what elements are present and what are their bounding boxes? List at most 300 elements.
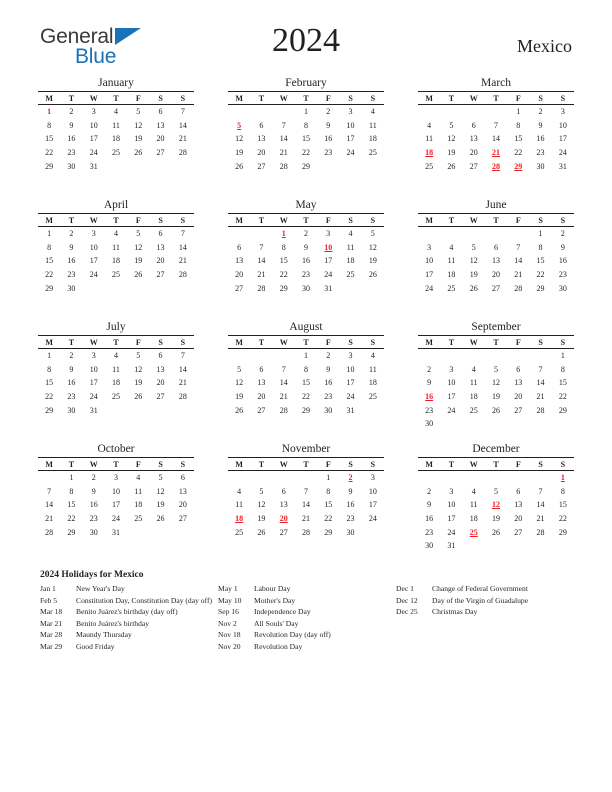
holiday-item <box>40 629 218 641</box>
weekday-header-row <box>228 214 384 227</box>
day-cell: 15 <box>45 256 54 266</box>
weekday-header: M <box>38 214 60 227</box>
day-cell: 27 <box>156 148 165 158</box>
day-cell: 19 <box>235 148 244 158</box>
holiday-name: All Souls' Day <box>254 618 299 628</box>
day-cell: 23 <box>324 148 333 158</box>
day-cell: 26 <box>134 392 143 402</box>
week-row <box>228 498 384 512</box>
day-cell: 3 <box>560 107 565 117</box>
day-cell-holiday: 20 <box>279 514 288 524</box>
day-cell: 14 <box>536 500 545 510</box>
weekday-header-row <box>418 214 574 227</box>
day-cell-empty <box>339 159 361 173</box>
day-cell: 23 <box>425 405 434 415</box>
day-cell: 24 <box>346 148 355 158</box>
day-cell: 28 <box>178 148 187 158</box>
day-cell: 6 <box>158 229 163 239</box>
day-cell: 24 <box>425 283 434 293</box>
day-cell-empty <box>149 159 171 173</box>
weekday-header: T <box>295 458 317 471</box>
day-cell: 23 <box>67 270 76 280</box>
holiday-legend <box>40 570 576 653</box>
month-block-january <box>38 76 194 198</box>
weekday-header: F <box>127 336 149 349</box>
day-cell: 7 <box>47 486 52 496</box>
day-cell: 8 <box>303 120 308 130</box>
day-cell: 15 <box>45 134 54 144</box>
weekday-header-row <box>228 92 384 105</box>
weekday-header: M <box>418 214 440 227</box>
day-cell: 21 <box>45 514 54 524</box>
logo-text-blue: Blue <box>75 45 117 68</box>
week-row <box>418 471 574 485</box>
day-cell: 13 <box>514 378 523 388</box>
holiday-name: Christmas Day <box>432 607 478 617</box>
day-cell: 18 <box>469 514 478 524</box>
day-cell-empty <box>127 525 149 539</box>
weekday-header: M <box>418 92 440 105</box>
holiday-date: Mar 28 <box>40 630 63 640</box>
day-cell: 27 <box>257 405 266 415</box>
day-cell-empty <box>362 403 384 417</box>
day-cell: 18 <box>368 378 377 388</box>
day-cell: 11 <box>235 500 243 510</box>
month-name: April <box>103 199 129 211</box>
day-cell: 24 <box>324 270 333 280</box>
month-name: June <box>485 199 507 211</box>
day-cell-empty <box>507 471 529 485</box>
day-cell: 8 <box>47 242 52 252</box>
day-cell: 13 <box>235 256 244 266</box>
day-cell: 22 <box>301 148 310 158</box>
day-cell-empty <box>228 349 250 363</box>
day-cell: 29 <box>45 161 54 171</box>
weekday-header: T <box>105 214 127 227</box>
day-cell: 3 <box>326 229 331 239</box>
day-cell: 7 <box>180 229 185 239</box>
day-cell: 10 <box>447 378 456 388</box>
day-cell-empty <box>463 105 485 119</box>
day-cell: 11 <box>346 242 355 252</box>
day-cell: 28 <box>45 527 54 537</box>
day-cell: 24 <box>346 392 355 402</box>
month-block-march <box>418 76 574 198</box>
holiday-date: Sep 16 <box>218 607 239 617</box>
weekday-header: W <box>463 458 485 471</box>
day-cell: 2 <box>69 351 74 361</box>
day-cell-empty <box>362 281 384 295</box>
day-cell: 27 <box>491 283 500 293</box>
day-cell: 17 <box>368 500 377 510</box>
week-row <box>418 241 574 255</box>
month-table <box>418 213 574 295</box>
day-cell: 29 <box>279 283 288 293</box>
holiday-legend-title: 2024 Holidays for Mexico <box>40 570 144 580</box>
holiday-item <box>40 618 218 630</box>
page-title-year: 2024 <box>272 22 340 59</box>
day-cell-empty <box>507 539 529 553</box>
day-cell: 26 <box>235 161 244 171</box>
day-cell: 30 <box>425 419 434 429</box>
day-cell: 16 <box>346 500 355 510</box>
holiday-date: Mar 18 <box>40 607 63 617</box>
day-cell: 21 <box>178 134 187 144</box>
day-cell: 24 <box>447 405 456 415</box>
day-cell-empty <box>38 471 60 485</box>
weekday-header: T <box>485 458 507 471</box>
weekday-header: S <box>552 336 574 349</box>
day-cell: 21 <box>536 514 545 524</box>
weekday-header: T <box>295 214 317 227</box>
weekday-header: W <box>273 92 295 105</box>
holiday-date: Dec 25 <box>396 607 418 617</box>
day-cell-holiday: 29 <box>514 161 523 171</box>
calendar-month-row <box>38 320 574 442</box>
calendar-month-row <box>38 198 574 320</box>
day-cell-empty <box>463 349 485 363</box>
day-cell: 6 <box>471 120 476 130</box>
day-cell: 12 <box>469 256 478 266</box>
weekday-header: M <box>228 336 250 349</box>
weekday-header: S <box>149 214 171 227</box>
holiday-column <box>40 583 218 653</box>
month-table <box>228 91 384 173</box>
day-cell-empty <box>440 471 462 485</box>
day-cell: 11 <box>368 120 377 130</box>
month-table <box>418 335 574 431</box>
day-cell: 14 <box>491 134 500 144</box>
day-cell: 10 <box>89 242 98 252</box>
month-name: January <box>98 77 134 89</box>
weekday-header: M <box>38 336 60 349</box>
day-cell: 19 <box>257 514 266 524</box>
day-cell: 5 <box>493 364 498 374</box>
weekday-header: S <box>529 92 551 105</box>
day-cell: 8 <box>47 364 52 374</box>
holiday-date: Jan 1 <box>40 584 56 593</box>
holiday-item <box>218 583 396 595</box>
day-cell: 19 <box>134 256 143 266</box>
day-cell: 2 <box>538 107 543 117</box>
weekday-header: F <box>317 336 339 349</box>
logo-text-general: General <box>40 25 114 48</box>
day-cell: 6 <box>259 364 264 374</box>
day-cell: 11 <box>469 378 478 388</box>
holiday-date: Nov 20 <box>218 641 241 651</box>
holiday-date: Nov 18 <box>218 630 241 640</box>
weekday-header: S <box>172 214 194 227</box>
day-cell: 7 <box>538 486 543 496</box>
holiday-date: Mar 21 <box>40 618 63 628</box>
day-cell: 2 <box>303 229 308 239</box>
day-cell: 25 <box>111 392 120 402</box>
weekday-header: W <box>463 336 485 349</box>
weekday-header-row <box>228 336 384 349</box>
day-cell: 25 <box>368 148 377 158</box>
week-row <box>38 241 194 255</box>
weekday-header-row <box>418 336 574 349</box>
day-cell: 28 <box>178 392 187 402</box>
day-cell: 25 <box>235 527 244 537</box>
day-cell: 27 <box>235 283 244 293</box>
holiday-column <box>396 583 576 653</box>
day-cell: 9 <box>348 486 353 496</box>
holiday-name: Revolution Day (day off) <box>254 630 331 640</box>
day-cell-empty <box>149 281 171 295</box>
day-cell: 21 <box>514 270 523 280</box>
weekday-header: M <box>38 458 60 471</box>
month-block-april <box>38 198 194 320</box>
day-cell: 3 <box>449 486 454 496</box>
day-cell: 7 <box>180 107 185 117</box>
weekday-header: T <box>485 336 507 349</box>
day-cell: 5 <box>237 364 242 374</box>
day-cell-empty <box>507 227 529 241</box>
day-cell: 2 <box>69 107 74 117</box>
month-name: July <box>106 321 126 333</box>
day-cell: 23 <box>346 514 355 524</box>
day-cell: 1 <box>326 473 331 483</box>
holiday-date: Nov 2 <box>218 618 237 628</box>
day-cell: 16 <box>67 378 76 388</box>
week-row <box>228 512 384 526</box>
page-title-country: Mexico <box>517 36 572 56</box>
holiday-item <box>218 641 396 653</box>
day-cell-empty <box>273 349 295 363</box>
week-row <box>228 390 384 404</box>
holiday-name: Independence Day <box>254 607 311 617</box>
weekday-header: W <box>273 214 295 227</box>
weekday-header: W <box>273 336 295 349</box>
week-row <box>418 417 574 431</box>
holiday-date: Dec 12 <box>396 595 418 605</box>
week-row <box>38 471 194 485</box>
day-cell-empty <box>127 403 149 417</box>
holiday-item <box>396 583 576 595</box>
day-cell-holiday: 18 <box>425 148 434 158</box>
day-cell: 6 <box>180 473 185 483</box>
day-cell: 13 <box>257 378 266 388</box>
day-cell: 13 <box>156 242 165 252</box>
day-cell: 29 <box>324 527 333 537</box>
day-cell: 22 <box>67 514 76 524</box>
day-cell-empty <box>418 227 440 241</box>
holiday-name: Revolution Day <box>254 641 303 651</box>
day-cell: 1 <box>303 107 308 117</box>
day-cell: 20 <box>156 378 165 388</box>
day-cell: 8 <box>281 242 286 252</box>
week-row <box>228 281 384 295</box>
day-cell: 4 <box>237 486 242 496</box>
weekday-header: T <box>440 214 462 227</box>
day-cell: 2 <box>326 107 331 117</box>
month-block-october <box>38 442 194 564</box>
day-cell: 7 <box>303 486 308 496</box>
day-cell: 9 <box>560 242 565 252</box>
weekday-header: S <box>362 92 384 105</box>
day-cell: 22 <box>279 270 288 280</box>
weekday-header: S <box>362 336 384 349</box>
day-cell: 3 <box>427 242 432 252</box>
day-cell: 26 <box>491 527 500 537</box>
weekday-header: S <box>172 458 194 471</box>
day-cell: 25 <box>469 405 478 415</box>
day-cell: 2 <box>69 229 74 239</box>
weekday-header: S <box>529 214 551 227</box>
day-cell: 5 <box>136 229 141 239</box>
weekday-header: T <box>295 92 317 105</box>
day-cell: 19 <box>491 514 500 524</box>
calendar-month-row <box>38 76 574 198</box>
day-cell: 30 <box>89 527 98 537</box>
day-cell: 20 <box>514 514 523 524</box>
day-cell: 3 <box>449 364 454 374</box>
weekday-header: F <box>507 92 529 105</box>
day-cell: 17 <box>447 392 456 402</box>
day-cell: 10 <box>111 486 120 496</box>
weekday-header: T <box>250 92 272 105</box>
day-cell-empty <box>149 525 171 539</box>
week-row <box>228 119 384 133</box>
week-row <box>38 525 194 539</box>
holiday-item <box>396 606 576 618</box>
week-row <box>418 227 574 241</box>
day-cell: 20 <box>514 392 523 402</box>
day-cell: 21 <box>279 392 288 402</box>
day-cell: 4 <box>449 242 454 252</box>
day-cell: 1 <box>47 229 52 239</box>
holiday-name: Maundy Thursday <box>76 630 132 640</box>
day-cell: 4 <box>427 120 432 130</box>
day-cell: 17 <box>111 500 120 510</box>
weekday-header: F <box>317 92 339 105</box>
day-cell: 13 <box>178 486 187 496</box>
day-cell: 8 <box>560 486 565 496</box>
day-cell: 18 <box>111 134 120 144</box>
day-cell-holiday: 1 <box>47 107 52 117</box>
day-cell-holiday: 25 <box>469 527 478 537</box>
day-cell: 23 <box>89 514 98 524</box>
weekday-header: S <box>172 336 194 349</box>
day-cell: 4 <box>471 486 476 496</box>
week-row <box>228 268 384 282</box>
week-row <box>38 498 194 512</box>
day-cell: 12 <box>235 378 244 388</box>
week-row <box>418 254 574 268</box>
month-block-september <box>418 320 574 442</box>
weekday-header: S <box>339 458 361 471</box>
weekday-header: M <box>418 336 440 349</box>
weekday-header: F <box>127 214 149 227</box>
day-cell: 24 <box>89 392 98 402</box>
month-table <box>418 91 574 173</box>
day-cell: 16 <box>324 134 333 144</box>
day-cell: 28 <box>301 527 310 537</box>
day-cell: 26 <box>235 405 244 415</box>
week-row <box>418 512 574 526</box>
week-row <box>228 525 384 539</box>
day-cell: 3 <box>113 473 118 483</box>
weekday-header: M <box>228 92 250 105</box>
day-cell: 5 <box>370 229 375 239</box>
day-cell-holiday: 16 <box>425 392 434 402</box>
weekday-header: S <box>529 336 551 349</box>
day-cell: 21 <box>279 148 288 158</box>
day-cell: 20 <box>257 148 266 158</box>
day-cell: 11 <box>112 364 120 374</box>
week-row <box>228 146 384 160</box>
day-cell: 12 <box>156 486 165 496</box>
week-row <box>228 132 384 146</box>
month-block-december <box>418 442 574 564</box>
day-cell-empty <box>250 349 272 363</box>
day-cell-empty <box>485 105 507 119</box>
holiday-item <box>40 606 218 618</box>
day-cell: 16 <box>558 256 567 266</box>
day-cell: 17 <box>324 256 333 266</box>
day-cell-empty <box>317 159 339 173</box>
day-cell: 5 <box>136 107 141 117</box>
day-cell: 2 <box>427 364 432 374</box>
day-cell: 29 <box>67 527 76 537</box>
day-cell: 24 <box>89 148 98 158</box>
day-cell-holiday: 1 <box>281 229 286 239</box>
day-cell: 11 <box>469 500 478 510</box>
day-cell: 9 <box>69 242 74 252</box>
day-cell: 12 <box>257 500 266 510</box>
day-cell: 8 <box>538 242 543 252</box>
day-cell: 16 <box>536 134 545 144</box>
holiday-name: Constitution Day, Constitution Day (day off) <box>76 595 213 605</box>
day-cell: 12 <box>235 134 244 144</box>
day-cell: 17 <box>558 134 567 144</box>
day-cell: 31 <box>447 541 456 551</box>
weekday-header: F <box>127 458 149 471</box>
day-cell: 4 <box>113 229 118 239</box>
day-cell: 10 <box>447 500 456 510</box>
day-cell-empty <box>149 403 171 417</box>
holiday-name: New Year's Day <box>76 584 125 593</box>
weekday-header: W <box>83 336 105 349</box>
holiday-item <box>218 629 396 641</box>
weekday-header: S <box>339 214 361 227</box>
week-row <box>38 132 194 146</box>
day-cell: 17 <box>89 378 98 388</box>
day-cell: 14 <box>178 364 187 374</box>
month-table <box>38 457 194 539</box>
week-row <box>228 254 384 268</box>
weekday-header: F <box>507 458 529 471</box>
day-cell-empty <box>507 417 529 431</box>
weekday-header: T <box>105 336 127 349</box>
day-cell: 26 <box>156 514 165 524</box>
weekday-header: S <box>552 214 574 227</box>
day-cell: 13 <box>257 134 266 144</box>
week-row <box>228 105 384 119</box>
week-row <box>38 119 194 133</box>
day-cell: 22 <box>45 392 54 402</box>
day-cell: 19 <box>235 392 244 402</box>
weekday-header-row <box>38 214 194 227</box>
weekday-header: W <box>83 458 105 471</box>
day-cell-empty <box>529 349 551 363</box>
weekday-header: T <box>60 458 82 471</box>
day-cell: 28 <box>257 283 266 293</box>
holiday-item <box>218 595 396 607</box>
day-cell: 14 <box>178 242 187 252</box>
day-cell: 20 <box>491 270 500 280</box>
